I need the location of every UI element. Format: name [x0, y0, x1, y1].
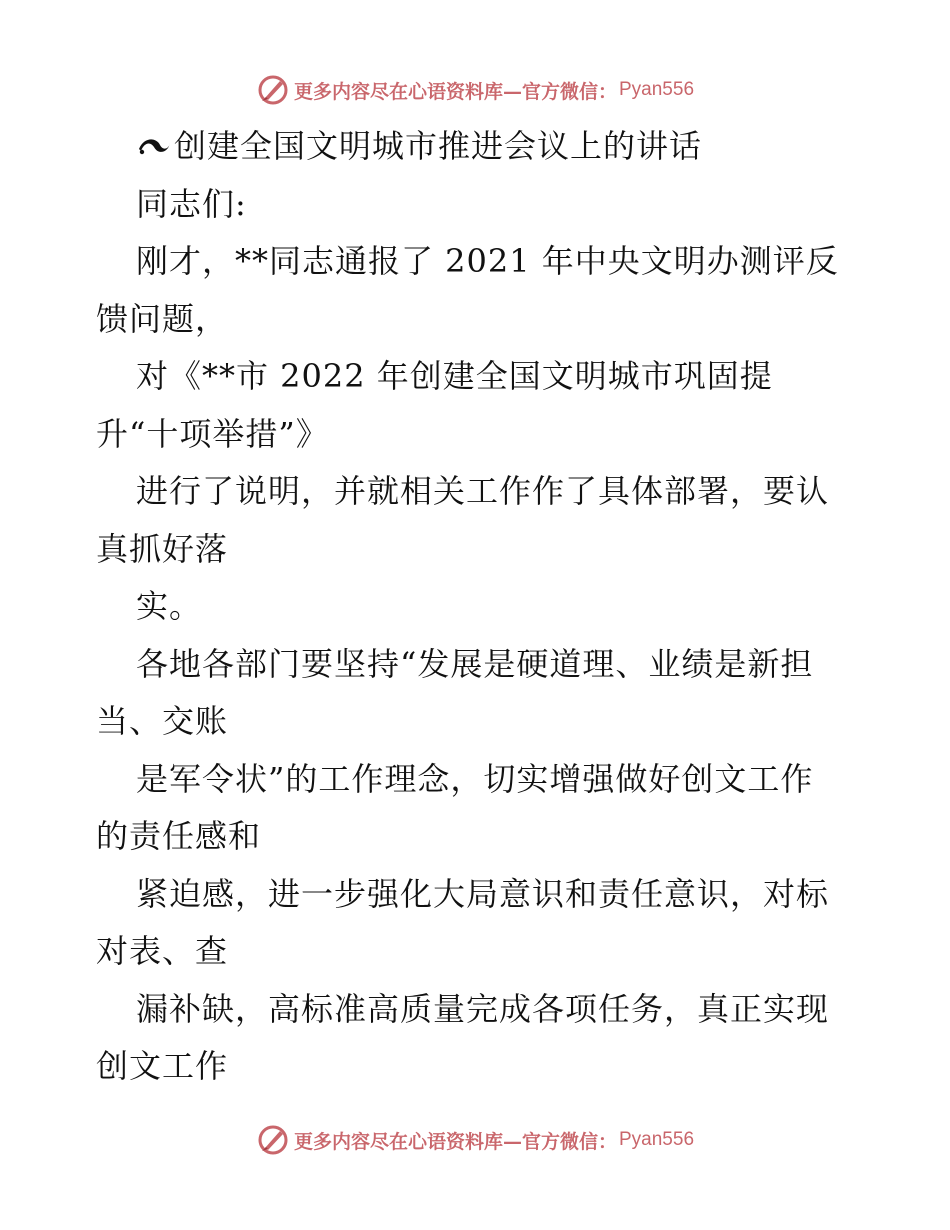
- paragraph-line: 馈问题，: [96, 299, 229, 338]
- footer-banner: [0, 1118, 950, 1162]
- header-banner: [0, 68, 950, 112]
- paragraph-line: 各地各部门要坚持“发展是硬道理、业绩是新担: [136, 644, 814, 683]
- paragraph-line: 是军令状”的工作理念，切实增强做好创文工作: [136, 759, 814, 798]
- paragraph-line: 刚才，**同志通报了 2021 年中央文明办测评反: [136, 242, 839, 280]
- document-title: [96, 118, 866, 176]
- banner-wechat-id: Pyan556: [619, 1129, 695, 1150]
- paragraph-line: 的责任感和: [96, 817, 262, 855]
- banner-wechat-id: Pyan556: [619, 79, 695, 100]
- paragraph-line: 升“十项举措”》: [96, 414, 329, 453]
- document-body: [96, 118, 866, 1096]
- paragraph-line: 同志们:: [136, 184, 247, 223]
- banner-text: 更多内容尽在心语资料库—官方微信：: [293, 80, 617, 103]
- paragraph-line: 漏补缺，高标准高质量完成各项任务，真正实现: [136, 989, 830, 1028]
- paragraph-line: 紧迫感，进一步强化大局意识和责任意识，对标: [136, 874, 830, 913]
- paragraph-line: 进行了说明，并就相关工作作了具体部署，要认: [136, 472, 830, 510]
- pen-circle-logo-icon: [256, 73, 290, 107]
- paragraph-line: 实。: [136, 587, 203, 625]
- paragraph-line: 创文工作: [96, 1047, 229, 1085]
- paragraph-line: 对表、查: [96, 932, 229, 970]
- banner-text: 更多内容尽在心语资料库—官方微信：: [293, 1130, 617, 1153]
- paragraph-line: 对《**市 2022 年创建全国文明城市巩固提: [136, 357, 773, 395]
- ornament-leaf-icon: [136, 118, 174, 176]
- paragraph-line: 当、交账: [96, 702, 229, 740]
- document-title-text: 创建全国文明城市推进会议上的讲话: [174, 127, 703, 165]
- pen-circle-logo-icon: [256, 1123, 290, 1157]
- paragraph-line: 真抓好落: [96, 529, 229, 568]
